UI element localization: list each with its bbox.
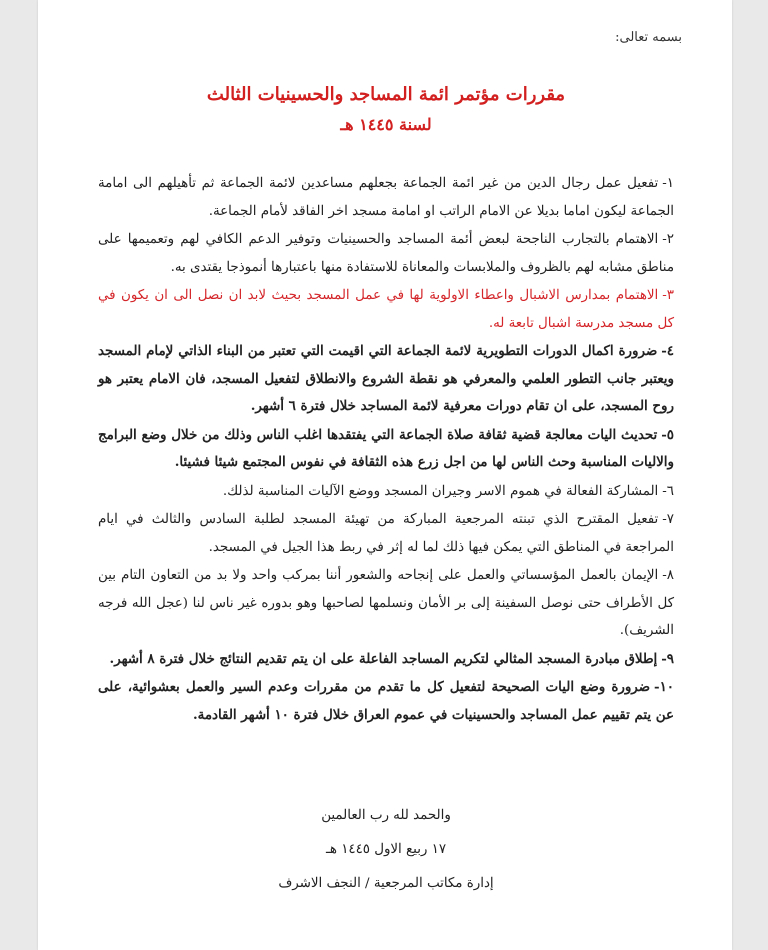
item-number: ٥- <box>661 426 674 443</box>
item-number: ٧- <box>662 512 674 527</box>
item-number: ٣- <box>662 288 674 303</box>
resolution-item-9 <box>98 646 674 674</box>
resolutions-list <box>98 170 674 730</box>
item-number: ٨- <box>662 568 674 583</box>
closing-praise: والحمد لله رب العالمين <box>321 808 451 823</box>
resolution-item-3 <box>98 282 674 337</box>
resolution-item-1 <box>98 170 674 225</box>
document-subtitle: لسنة ١٤٤٥ هـ <box>340 115 432 134</box>
resolution-item-4 <box>98 338 674 421</box>
item-number: ١٠- <box>654 679 674 695</box>
item-text: الإيمان بالعمل المؤسساتي والعمل على إنجاحه والشعور أننا بمركب واحد ولا بد من التعاون التام بين كل الأطراف حتى نوصل السفينة إلى بر الأمان ونسلمها لصاحبها وهو بدوره غير ناس لنا (عجل الله فرجه الشريف). <box>98 568 674 638</box>
resolution-item-8 <box>98 562 674 645</box>
resolution-item-5 <box>98 422 674 477</box>
item-text: تفعيل المقترح الذي تبنته المرجعية المباركة من تهيئة المسجد لطلبة السادس والثالث في ايام المراجعة في المناطق التي يمكن فيها ذلك لما له إثر في ربط هذا الجيل في المسجد. <box>98 512 674 555</box>
item-text: الاهتمام بالتجارب الناجحة لبعض أئمة المساجد والحسينيات وتوفير الدعم الكافي لهم وتعميمها على مناطق مشابه لهم بالظروف والملابسات والمعاناة للاستفادة منها باعتبارها أنموذجا يقتدى به. <box>98 232 674 275</box>
item-text: تحديث اليات معالجة قضية ثقافة صلاة الجماعة التي يفتقدها اغلب الناس وذلك من خلال وضع البرامج والاليات المناسبة وحث الناس لها من اجل زرع هذه الثقافة في نفوس المجتمع شيئا فشيئا. <box>98 426 674 470</box>
item-text: ضرورة اكمال الدورات التطويرية لائمة الجماعة التي اقيمت التي تعتبر من البناء الذاتي لإمام المسجد ويعتبر جانب التطور العلمي والمعرفي هو نقطة الشروع والانطلاق لتفعيل المسجد، فان الامام يعتبر هو روح المسجد، على ان تقام دورات معرفية لائمة المساجد خلال فترة ٦ أشهر. <box>98 343 674 414</box>
issuer-signature: إدارة مكاتب المرجعية / النجف الاشرف <box>278 876 494 891</box>
item-number: ٦- <box>662 483 674 499</box>
item-number: ٤- <box>661 343 674 359</box>
item-number: ١- <box>662 176 674 191</box>
item-number: ٩- <box>661 650 674 667</box>
basmala-heading: بسمه تعالى: <box>615 30 682 45</box>
resolution-item-2 <box>98 226 674 281</box>
document-title: مقررات مؤتمر ائمة المساجد والحسينيات الثالث <box>206 84 566 105</box>
item-text: تفعيل عمل رجال الدين من غير ائمة الجماعة بجعلهم مساعدين لائمة الجماعة ثم تأهيلهم الى امامة الجماعة ليكون اماما بديلا عن الامام الراتب او امامة مسجد اخر الفاقد لأمام الجماعة. <box>98 176 674 219</box>
resolution-item-10 <box>98 674 674 729</box>
document-page <box>38 0 732 950</box>
item-number: ٢- <box>662 232 674 247</box>
item-text: إطلاق مبادرة المسجد المثالي لتكريم المساجد الفاعلة على ان يتم تقديم النتائج خلال فترة ٨ أشهر. <box>109 650 658 667</box>
item-text: ضرورة وضع اليات الصحيحة لتفعيل كل ما تقدم من مقررات وعدم السير والعمل بعشوائية، على عن يتم تقييم عمل المساجد والحسينيات في عموم العراق خلال فترة ١٠ أشهر القادمة. <box>98 679 674 723</box>
resolution-item-7 <box>98 506 674 561</box>
document-content <box>98 0 682 950</box>
item-text: المشاركة الفعالة في هموم الاسر وجيران المسجد ووضع الآليات المناسبة لذلك. <box>222 483 659 499</box>
document-date: ١٧ ربيع الاول ١٤٤٥ هـ <box>325 842 447 857</box>
item-text: الاهتمام بمدارس الاشبال واعطاء الاولوية لها في عمل المسجد بحيث لابد ان نصل الى ان يكون في كل مسجد مدرسة اشبال تابعة له. <box>98 288 674 331</box>
resolution-item-6 <box>98 478 674 506</box>
